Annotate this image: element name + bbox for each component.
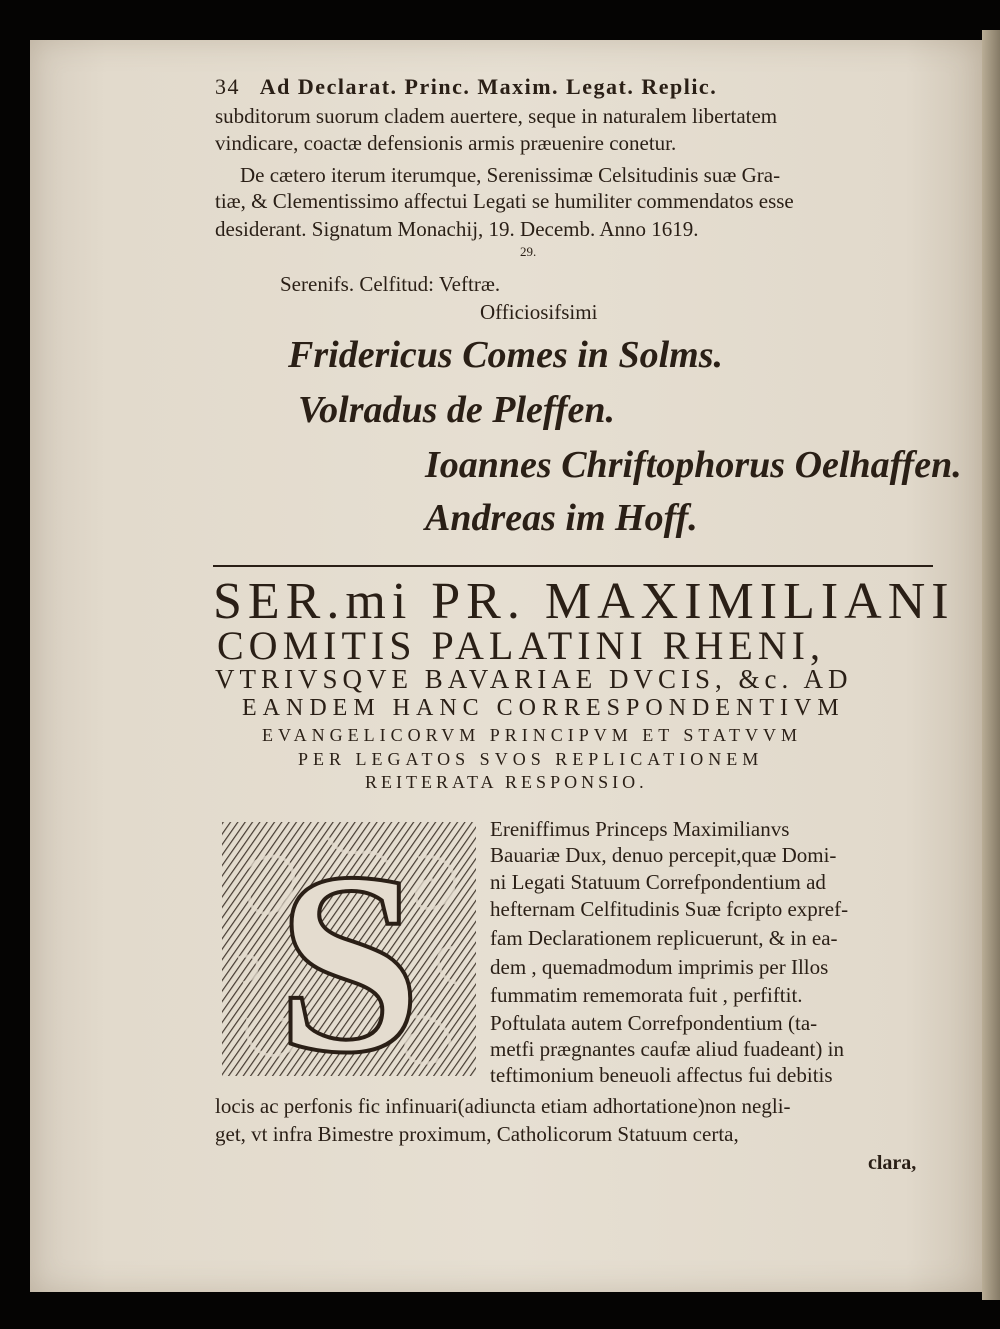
signatory-name: Volradus de Pleffen. <box>298 389 616 431</box>
text-line: dem , quemadmodum imprimis per Illos <box>490 955 829 979</box>
text-line: subditorum suorum cladem auertere, seque in naturalem libertatem <box>215 104 778 128</box>
text-line: get, vt infra Bimestre proximum, Catholicorum Statuum certa, <box>215 1122 739 1146</box>
text-line: desiderant. Signatum Monachij, 19. Decemb. Anno 1619. <box>215 217 699 241</box>
text-line: fummatim rememorata fuit , perfiftit. <box>490 983 803 1007</box>
initial-letter-glyph: S <box>276 819 422 1080</box>
book-spine-edge <box>982 30 1000 1300</box>
signatory-name: Ioannes Chriftophorus Oelhaffen. <box>425 444 962 486</box>
catchword: clara, <box>868 1152 917 1174</box>
ornament-woodcut-icon <box>218 818 480 1080</box>
section-title-line: EANDEM HANC CORRESPONDENTIVM <box>242 695 845 721</box>
text-line: teftimonium beneuoli affectus fui debitis <box>490 1063 833 1087</box>
section-title-line: PER LEGATOS SVOS REPLICATIONEM <box>298 749 764 769</box>
text-line: fam Declarationem replicuerunt, & in ea- <box>490 926 838 950</box>
text-line: tiæ, & Clementissimo affectui Legati se humiliter commendatos esse <box>215 189 794 213</box>
text-line: Poftulata autem Correfpondentium (ta- <box>490 1011 818 1035</box>
running-header <box>215 74 717 100</box>
section-title-line: VTRIVSQVE BAVARIAE DVCIS, &c. AD <box>215 664 853 694</box>
text-line: hefternam Celfitudinis Suæ fcripto expref- <box>490 897 849 921</box>
salutation-line: Officiosifsimi <box>480 300 598 324</box>
decorated-initial-letter <box>218 818 480 1080</box>
section-title-line: EVANGELICORVM PRINCIPVM ET STATVVM <box>262 725 802 745</box>
signatory-name: Fridericus Comes in Solms. <box>288 334 723 376</box>
text-line: locis ac perfonis fic infinuari(adiuncta etiam adhortatione)non negli- <box>215 1094 791 1118</box>
text-line: metfi prægnantes caufæ aliud fuadeant) in <box>490 1037 844 1061</box>
running-head-text: Ad Declarat. Princ. Maxim. Legat. Replic. <box>259 74 718 99</box>
page-number: 34 <box>215 74 240 99</box>
section-divider <box>213 565 933 567</box>
section-title-line: SER.mi PR. MAXIMILIANI <box>213 573 955 630</box>
section-title-line: REITERATA RESPONSIO. <box>365 772 648 792</box>
text-line: ni Legati Statuum Correfpondentium ad <box>490 870 826 894</box>
date-subscript: 29. <box>520 244 537 259</box>
section-title-line: COMITIS PALATINI RHENI, <box>217 623 825 668</box>
salutation-line: Serenifs. Celfitud: Veftræ. <box>280 272 501 296</box>
text-line: Ereniffimus Princeps Maximilianvs <box>490 817 790 841</box>
text-line: vindicare, coactæ defensionis armis præuenire conetur. <box>215 131 677 155</box>
text-line: De cætero iterum iterumque, Serenissimæ Celsitudinis suæ Gra- <box>240 163 781 187</box>
signatory-name: Andreas im Hoff. <box>425 497 698 539</box>
text-line: Bauariæ Dux, denuo percepit,quæ Domi- <box>490 843 837 867</box>
